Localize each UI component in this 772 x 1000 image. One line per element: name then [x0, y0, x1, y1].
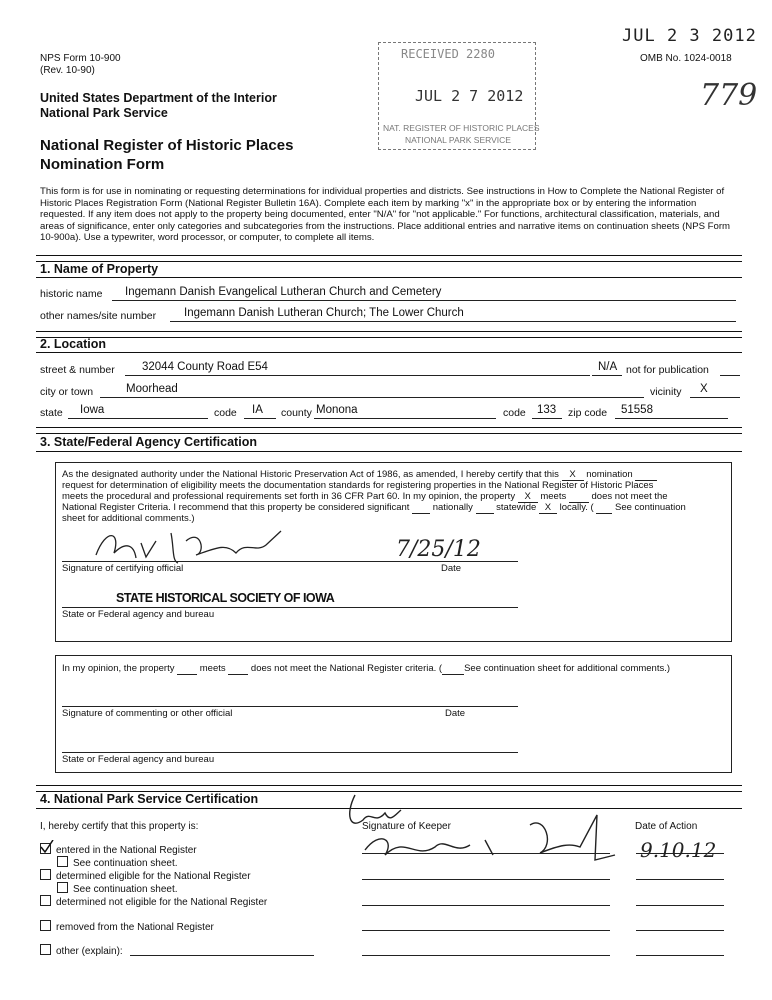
street-line [125, 375, 590, 376]
zip-label: zip code [568, 407, 608, 419]
cert-nomination-mark[interactable]: X [562, 469, 584, 481]
option-eligible-continuation-label: See continuation sheet. [73, 884, 178, 895]
option-removed[interactable] [40, 920, 214, 933]
state-code-field[interactable]: IA [252, 404, 263, 416]
county-code-line [532, 418, 562, 419]
city-field[interactable]: Moorhead [126, 383, 178, 395]
county-label: county [281, 407, 312, 419]
city-line [100, 397, 644, 398]
commenting-signature-line[interactable] [62, 706, 518, 707]
certifying-date-label: Date [441, 563, 462, 574]
action-date-line-2[interactable] [636, 879, 724, 880]
commenting-date-label: Date [445, 708, 466, 719]
not-for-publication-label: not for publication [626, 364, 709, 376]
service-name: National Park Service [40, 106, 168, 120]
cert-not-meet-label: does not meet the [591, 491, 668, 502]
option-entered-label: entered in the National Register [56, 845, 197, 856]
agency-label: State or Federal agency and bureau [62, 609, 215, 620]
date-of-action-label: Date of Action [635, 821, 698, 832]
county-code-label: code [503, 407, 526, 419]
nps-cert-intro: I, hereby certify that this property is: [40, 821, 199, 832]
state-code-line [244, 418, 276, 419]
date-stamp: JUL 2 3 2012 [622, 26, 757, 46]
keeper-line-4[interactable] [362, 930, 610, 931]
certifying-date-value: 7/25/12 [396, 537, 481, 562]
omb-number: OMB No. 1024-0018 [640, 53, 732, 64]
state-certification-box [55, 462, 732, 642]
keeper-line-5[interactable] [362, 955, 610, 956]
commenting-signature-label: Signature of commenting or other official [62, 708, 233, 719]
state-line [68, 418, 208, 419]
received-stamp-line3: NAT. REGISTER OF HISTORIC PLACES [383, 123, 540, 133]
city-label: city or town [40, 386, 94, 398]
keeper-line-2[interactable] [362, 879, 610, 880]
agency-name: STATE HISTORICAL SOCIETY OF IOWA [116, 591, 335, 605]
keeper-signature-label: Signature of Keeper [362, 821, 451, 832]
option-not-eligible[interactable] [40, 895, 267, 908]
certifying-signature-label: Signature of certifying official [62, 563, 184, 574]
option-entered[interactable] [40, 843, 197, 856]
section3-bar [36, 427, 742, 434]
county-field[interactable]: Monona [316, 404, 358, 416]
section3-title: 3. State/Federal Agency Certification [40, 435, 257, 449]
received-stamp-line1: RECEIVED 2280 [401, 47, 495, 61]
commenting-agency-label: State or Federal agency and bureau [62, 754, 215, 765]
form-revision: (Rev. 10-90) [40, 65, 95, 76]
opinion-meets-blank[interactable] [177, 663, 197, 675]
opinion-meets-label: meets [199, 663, 226, 674]
action-date-line-3[interactable] [636, 905, 724, 906]
action-date-line-5[interactable] [636, 955, 724, 956]
section3-rule [36, 451, 742, 452]
section1-rule [36, 277, 742, 278]
form-title-line2: Nomination Form [40, 156, 165, 173]
historic-name-label: historic name [40, 288, 103, 300]
opinion-not-meet-label: does not meet the National Register criteria. ( [250, 663, 443, 674]
vicinity-label: vicinity [650, 386, 682, 398]
historic-name-line [112, 300, 736, 301]
section1-title: 1. Name of Property [40, 262, 159, 276]
cert-line1-text: As the designated authority under the National Historic Preservation Act of 1986, as amended, I hereby certify that this [62, 469, 559, 480]
cert-locally-label: locally. ( [559, 502, 594, 513]
other-names-field[interactable]: Ingemann Danish Lutheran Church; The Lower Church [184, 307, 464, 319]
not-for-publication-tail [720, 375, 740, 376]
entered-checkbox[interactable] [40, 843, 51, 854]
cert-line3-text: meets the procedural and professional requirements set forth in 36 CFR Part 60. In my opinion, the property [62, 491, 516, 502]
keeper-signature [335, 775, 625, 875]
county-line [314, 418, 496, 419]
zip-line [615, 418, 728, 419]
state-field[interactable]: Iowa [80, 404, 105, 416]
street-label: street & number [40, 364, 115, 376]
opinion-continuation-label: See continuation sheet for additional comments.) [464, 663, 671, 674]
other-explain-line[interactable] [130, 955, 314, 956]
state-code-label: code [214, 407, 237, 419]
received-stamp-date: JUL 2 7 2012 [415, 87, 524, 105]
zip-field[interactable]: 51558 [621, 404, 653, 416]
county-code-field[interactable]: 133 [537, 404, 557, 416]
section2-bar [36, 331, 742, 338]
option-eligible-continuation[interactable] [57, 882, 178, 895]
cert-line5: sheet for additional comments.) [62, 513, 195, 524]
received-stamp-line4: NATIONAL PARK SERVICE [405, 135, 511, 145]
form-number: NPS Form 10-900 [40, 53, 121, 64]
option-other-label: other (explain): [56, 946, 123, 957]
commenting-agency-line[interactable] [62, 752, 518, 753]
department-name: United States Department of the Interior [40, 91, 277, 105]
handwritten-number: 779 [700, 78, 758, 113]
cert-nationally-label: nationally [432, 502, 473, 513]
option-removed-label: removed from the National Register [56, 922, 214, 933]
cert-continuation-blank[interactable] [596, 502, 612, 514]
option-eligible[interactable] [40, 869, 251, 882]
keeper-line-1[interactable] [362, 853, 610, 854]
action-date-line-1[interactable] [636, 853, 724, 854]
instructions-text: This form is for use in nominating or requesting determinations for individual properties and districts. See instructions in How to Complete the National Register of Historic Places Registration Form (National Register Bulletin 16A). Complete each item by marking "x" in the appropriate box or by entering the information requested. If any item does not apply to the property being documented, enter "N/A" for "not applicable." For functions, architectural classification, materials, and areas of significance, enter only categories and subcategories from the instructions. Place additional entries and narrative items on continuation sheets (NPS Form 10-900a). Use a typewriter, word processor, or computer, to complete all items. [40, 186, 731, 244]
eligible-checkbox[interactable] [40, 869, 51, 880]
cert-statewide-label: statewide [496, 502, 537, 513]
state-label: state [40, 407, 63, 419]
vicinity-line [690, 397, 740, 398]
removed-checkbox[interactable] [40, 920, 51, 931]
cert-continuation-label: See continuation [615, 502, 686, 513]
cert-line2: request for determination of eligibility meets the documentation standards for registering properties in the National Register of Historic Places [62, 480, 654, 491]
opinion-continuation-blank[interactable] [442, 663, 464, 675]
section2-rule [36, 352, 742, 353]
opinion-line [62, 663, 670, 675]
option-entered-continuation-label: See continuation sheet. [73, 858, 178, 869]
section2-title: 2. Location [40, 337, 106, 351]
option-other[interactable] [40, 944, 123, 957]
not-for-publication-line [592, 375, 622, 376]
other-names-line [170, 321, 736, 322]
opinion-text: In my opinion, the property [62, 663, 175, 674]
date-of-action-value: 9.10.12 [640, 838, 717, 862]
other-checkbox[interactable] [40, 944, 51, 955]
section4-title: 4. National Park Service Certification [40, 792, 259, 806]
agency-line [62, 607, 518, 608]
option-eligible-label: determined eligible for the National Register [56, 871, 251, 882]
not-for-publication-field[interactable]: N/A [598, 361, 618, 373]
cert-meets-mark[interactable]: X [518, 491, 538, 503]
entered-continuation-checkbox[interactable] [57, 856, 68, 867]
cert-nationally-blank[interactable] [412, 502, 430, 514]
street-field[interactable]: 32044 County Road E54 [142, 361, 268, 373]
historic-name-field[interactable]: Ingemann Danish Evangelical Lutheran Church and Cemetery [125, 286, 442, 298]
option-entered-continuation[interactable] [57, 856, 178, 869]
cert-locally-mark[interactable]: X [539, 502, 557, 514]
commenting-official-box [55, 655, 732, 773]
keeper-line-3[interactable] [362, 905, 610, 906]
other-names-label: other names/site number [40, 310, 157, 322]
opinion-not-meet-blank[interactable] [228, 663, 248, 675]
not-eligible-checkbox[interactable] [40, 895, 51, 906]
received-stamp [378, 42, 540, 150]
cert-statewide-blank[interactable] [476, 502, 494, 514]
cert-line4-text: National Register Criteria. I recommend that this property be considered significant [62, 502, 410, 513]
cert-meets-label: meets [540, 491, 567, 502]
eligible-continuation-checkbox[interactable] [57, 882, 68, 893]
vicinity-field[interactable]: X [700, 383, 708, 395]
option-not-eligible-label: determined not eligible for the National Register [56, 897, 268, 908]
action-date-line-4[interactable] [636, 930, 724, 931]
cert-nomination-label: nomination [586, 469, 633, 480]
section1-bar [36, 255, 742, 262]
form-title-line1: National Register of Historic Places [40, 137, 294, 154]
